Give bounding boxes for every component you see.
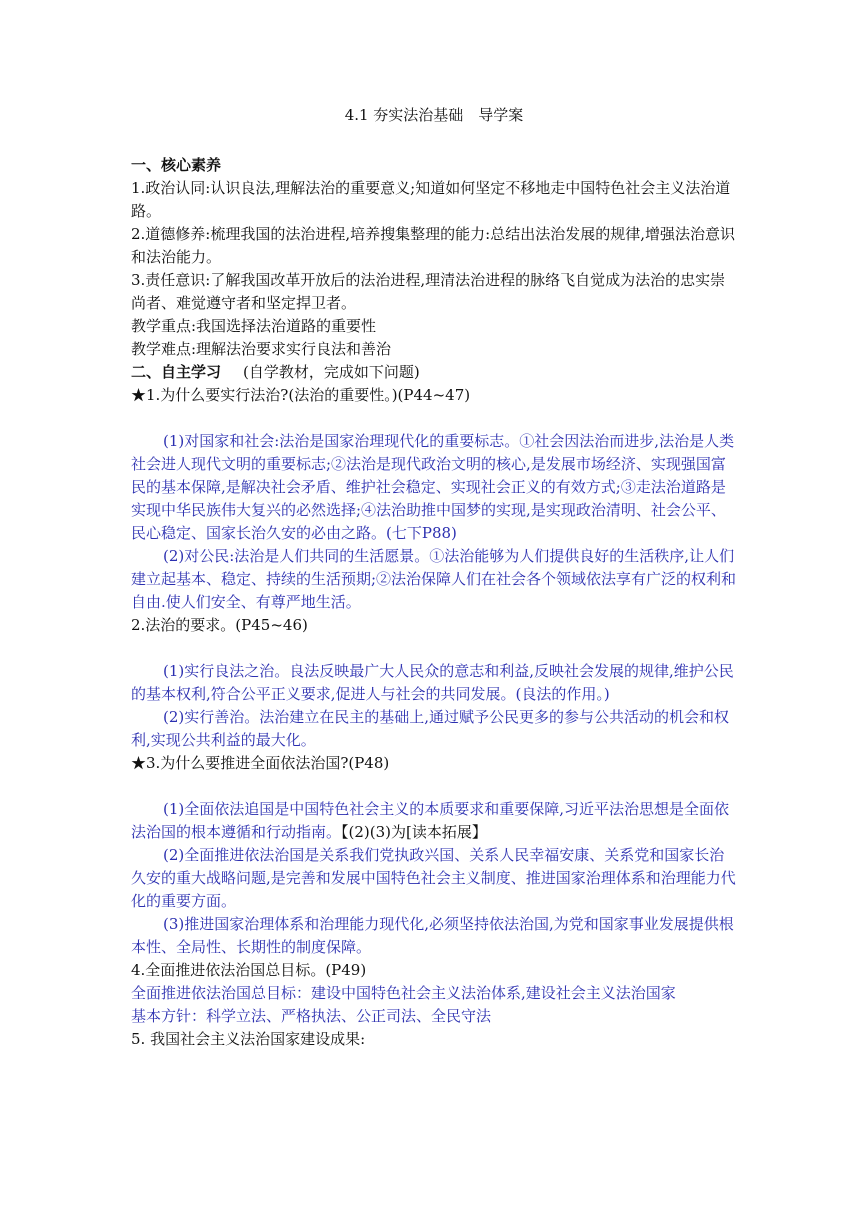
answer-1-state-society: (1)对国家和社会:法治是国家治理现代化的重要标志。①社会因法治而进步,法治是人类社会进人现代文明的重要标志;②法治是现代政治文明的核心,是发展市场经济、实现强国富民的基本保障,是解决社会矛盾、维护社会稳定、实现社会正义的有效方式;③走法治道路是实现中华民族伟大复兴的必然选择;④法治助推中国梦的实现,是实现政治清明、社会公平、民心稳定、国家长治久安的必由之路。(七下P88) bbox=[131, 432, 735, 542]
core-item-moral: 2.道德修养:梳理我国的法治进程,培养搜集整理的能力:总结出法治发展的规律,增强法治意识和法治能力。 bbox=[131, 225, 735, 266]
self-study-heading-line bbox=[131, 361, 737, 384]
answer-3-essential-text: (1)全面依法追国是中国特色社会主义的本质要求和重要保障,习近平法治思想是全面依法治国的根本遵循和行动指南。 bbox=[131, 800, 730, 841]
answer-3-modernization: (3)推进国家治理体系和治理能力现代化,必须坚持依法治国,为党和国家事业发展提供根本性、全局性、长期性的制度保障。 bbox=[131, 915, 734, 956]
question-2: 2.法治的要求。(P45~46) bbox=[131, 616, 308, 634]
core-item-responsibility: 3.责任意识:了解我国改革开放后的法治进程,理清法治进程的脉络飞自觉成为法治的忠实崇尚者、难觉遵守者和坚定捍卫者。 bbox=[131, 271, 726, 312]
self-study-note: (自学教材，完成如下问题) bbox=[243, 363, 420, 381]
teaching-difficult-point: 教学难点:理解法治要求实行良法和善治 bbox=[131, 340, 392, 358]
answer-1-citizens: (2)对公民:法治是人们共同的生活愿景。①法治能够为人们提供良好的生活秩序,让人们建立起基本、稳定、持续的生活预期;②法治保障人们在社会各个领域依法享有广泛的权利和自由.使人们安全、有尊严地生活。 bbox=[131, 547, 737, 611]
answer-4-basic-policy: 基本方针：科学立法、严格执法、公正司法、全民守法 bbox=[131, 1007, 492, 1025]
question-3: ★3.为什么要推进全面依法治国?(P48) bbox=[131, 754, 390, 772]
answer-3-extension-note: 【(2)(3)为[读本拓展】 bbox=[341, 823, 487, 841]
question-1: ★1.为什么要实行法治?(法治的重要性。)(P44~47) bbox=[131, 386, 471, 404]
document-page bbox=[131, 104, 737, 1051]
self-study-heading: 二、自主学习 bbox=[131, 363, 222, 381]
question-5: 5. 我国社会主义法治国家建设成果: bbox=[131, 1030, 366, 1048]
answer-2-good-law: (1)实行良法之治。良法反映最广大人民众的意志和利益,反映社会发展的规律,维护公民的基本权利,符合公平正义要求,促进人与社会的共同发展。(良法的作用。) bbox=[131, 662, 734, 703]
core-item-political: 1.政治认同:认识良法,理解法治的重要意义;知道如何坚定不移地走中国特色社会主义法治道路。 bbox=[131, 179, 731, 220]
answer-2-good-governance: (2)实行善治。法治建立在民主的基础上,通过赋予公民更多的参与公共活动的机会和权利,实现公共利益的最大化。 bbox=[131, 708, 730, 749]
question-4: 4.全面推进依法治国总目标。(P49) bbox=[131, 961, 367, 979]
document-title: 4.1 夯实法治基础 导学案 bbox=[344, 106, 524, 124]
answer-3-strategic-issue: (2)全面推进依法治国是关系我们党执政兴国、关系人民幸福安康、关系党和国家长治久安的重大战略问题,是完善和发展中国特色社会主义制度、推进国家治理体系和治理能力代化的重要方面。 bbox=[131, 846, 736, 910]
answer-3-essential-requirement bbox=[131, 798, 737, 844]
teaching-key-point: 教学重点:我国选择法治道路的重要性 bbox=[131, 317, 377, 335]
core-literacy-heading: 一、核心素养 bbox=[131, 156, 222, 174]
answer-4-overall-goal: 全面推进依法治国总目标：建设中国特色社会主义法治体系,建设社会主义法治国家 bbox=[131, 984, 676, 1002]
